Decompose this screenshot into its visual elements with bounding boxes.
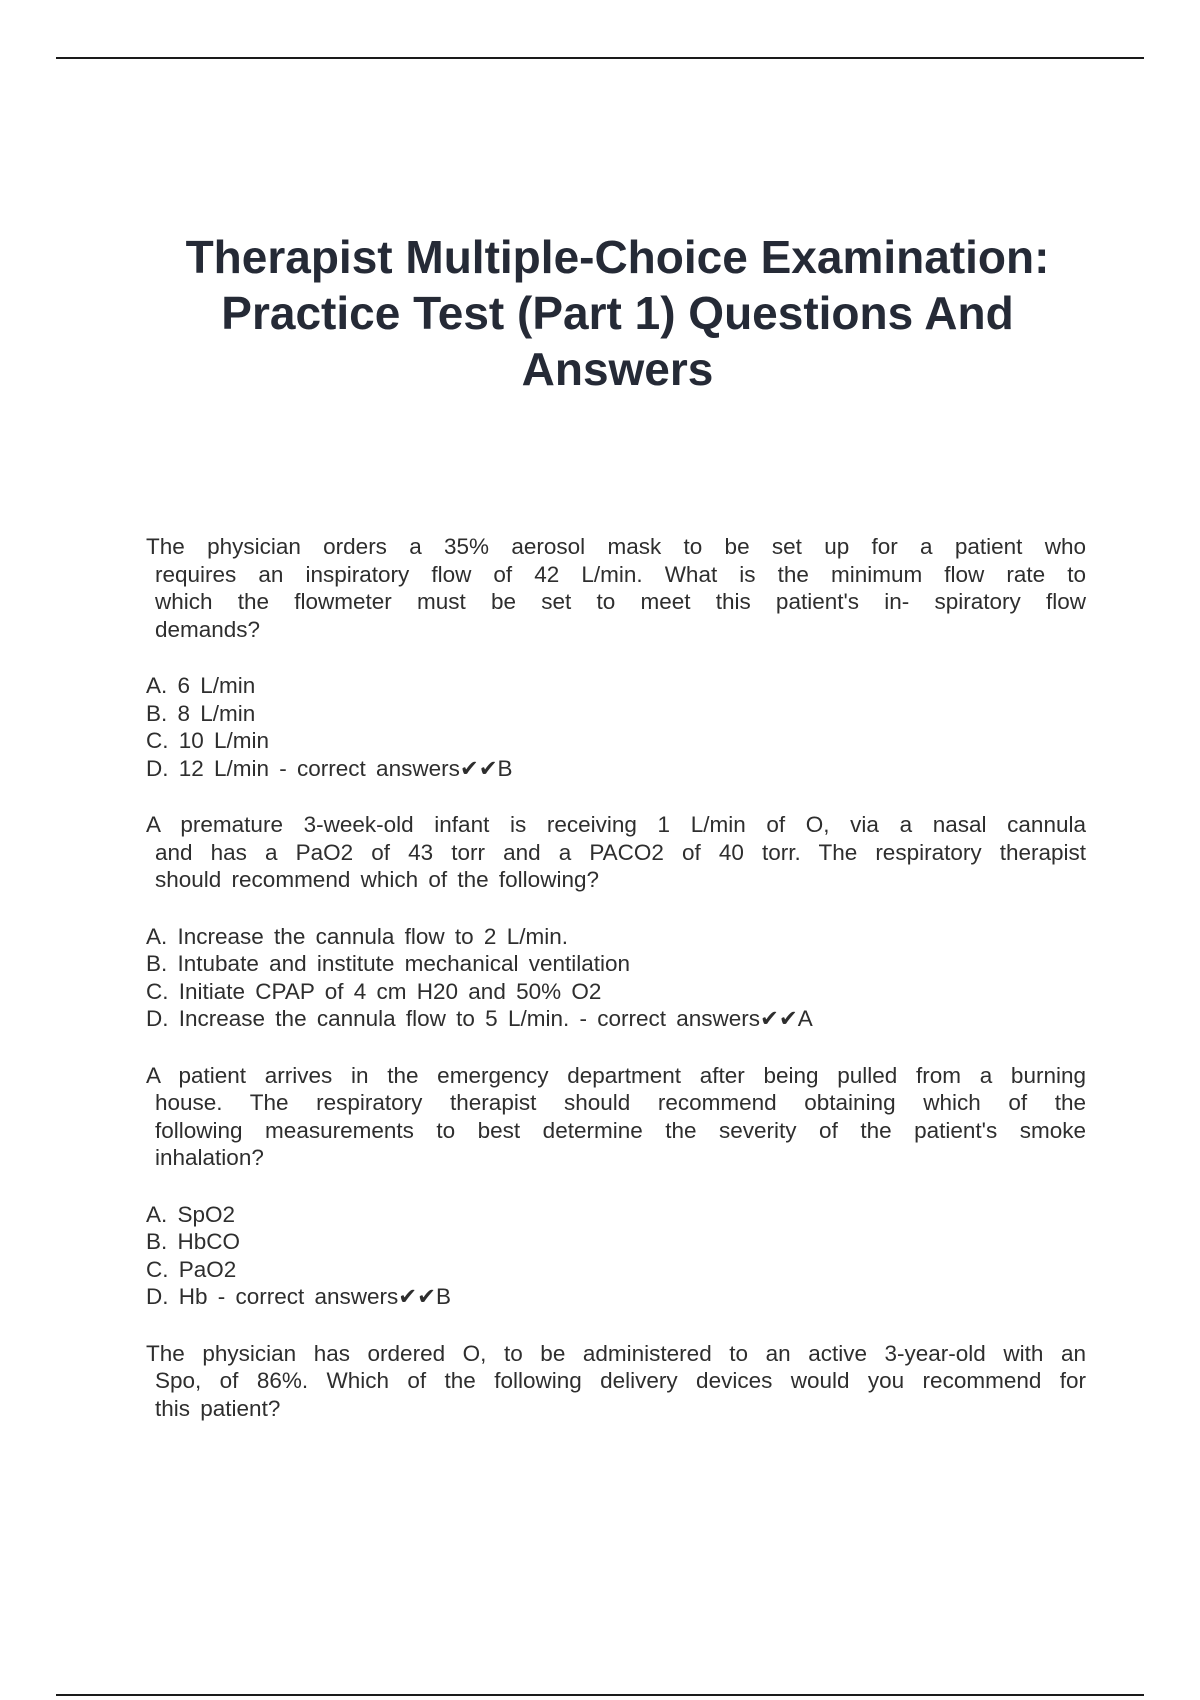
question-line: which the flowmeter must be set to meet this patient's in- spiratory flow	[155, 589, 1086, 614]
question-line: and has a PaO2 of 43 torr and a PACO2 of 40 torr. The respiratory therapist	[155, 839, 1086, 865]
answer-option: C. 10 L/min	[146, 728, 270, 753]
question-line: A patient arrives in the emergency department after being pulled from a burning	[146, 1062, 1086, 1088]
answer-option: B. HbCO	[146, 1229, 241, 1254]
title-line-3: Answers	[521, 343, 714, 395]
question-line: The physician has ordered O, to be administered to an active 3-year-old with an	[146, 1340, 1086, 1366]
footer-rule	[56, 1694, 1144, 1696]
question-line: this patient?	[155, 1395, 281, 1421]
question-line: following measurements to best determine the severity of the patient's smoke	[155, 1117, 1086, 1143]
answer-option: B. 8 L/min	[146, 700, 256, 726]
document-title	[120, 229, 1115, 397]
question-line: inhalation?	[155, 1145, 264, 1170]
question-3-options	[146, 1201, 1086, 1311]
question-1-text	[146, 533, 1086, 643]
question-list	[146, 533, 1086, 1422]
question-line: should recommend which of the following?	[155, 867, 599, 892]
question-line: house. The respiratory therapist should recommend obtaining which of the	[155, 1090, 1086, 1115]
question-4-text	[146, 1340, 1086, 1423]
title-line-2: Practice Test (Part 1) Questions And	[221, 287, 1014, 339]
answer-option: C. Initiate CPAP of 4 cm H20 and 50% O2	[146, 978, 602, 1004]
question-line: demands?	[155, 616, 261, 642]
answer-option: C. PaO2	[146, 1256, 237, 1282]
question-2-options	[146, 923, 1086, 1033]
answer-option: A. Increase the cannula flow to 2 L/min.	[146, 923, 568, 949]
question-2-text	[146, 811, 1086, 894]
question-line: The physician orders a 35% aerosol mask to be set up for a patient who	[146, 534, 1086, 559]
header-rule	[56, 57, 1144, 59]
question-line: Spo, of 86%. Which of the following delivery devices would you recommend for	[155, 1368, 1086, 1393]
question-line: requires an inspiratory flow of 42 L/min. What is the minimum flow rate to	[155, 561, 1086, 587]
answer-option: B. Intubate and institute mechanical ventilation	[146, 951, 631, 976]
question-1-options	[146, 672, 1086, 782]
question-3-text	[146, 1062, 1086, 1172]
title-line-1: Therapist Multiple-Choice Examination:	[185, 231, 1050, 283]
answer-option: A. 6 L/min	[146, 673, 256, 698]
question-line: A premature 3-week-old infant is receiving 1 L/min of O, via a nasal cannula	[146, 812, 1086, 837]
answer-option-with-correct-answer: D. Increase the cannula flow to 5 L/min. - correct answers✔✔A	[146, 1006, 813, 1031]
answer-option-with-correct-answer: D. 12 L/min - correct answers✔✔B	[146, 755, 513, 781]
answer-option: A. SpO2	[146, 1201, 236, 1227]
answer-option-with-correct-answer: D. Hb - correct answers✔✔B	[146, 1284, 452, 1309]
